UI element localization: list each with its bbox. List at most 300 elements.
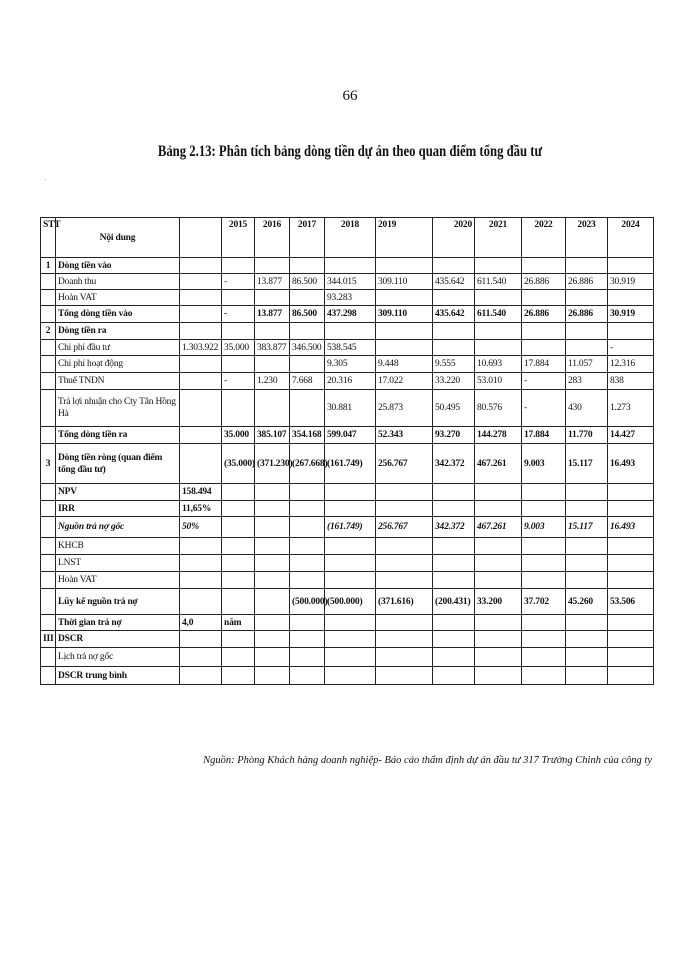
row-value-2024	[608, 631, 654, 648]
table-row	[41, 631, 654, 648]
row-value-2018: 20.316	[325, 373, 376, 390]
row-value-2018	[325, 615, 376, 631]
row-value-2019	[376, 258, 433, 274]
row-value-2020: 9.555	[433, 356, 475, 373]
row-value-2020: 50.495	[433, 390, 475, 427]
stray-mark: `	[44, 178, 47, 186]
row-value-2020	[433, 538, 475, 555]
row-value-2019: 256.767	[376, 444, 433, 484]
row-value-2019	[376, 323, 433, 340]
row-value-2017: 346.500	[290, 340, 325, 356]
row-aggregate	[180, 631, 222, 648]
row-value-2024	[608, 258, 654, 274]
row-aggregate: 1.303.922	[180, 340, 222, 356]
table-row	[41, 648, 654, 667]
row-value-2022: 26.886	[522, 274, 566, 290]
row-value-2019	[376, 538, 433, 555]
row-stt	[41, 589, 56, 615]
row-value-2016	[255, 538, 290, 555]
row-stt	[41, 517, 56, 538]
row-value-2017: 86.500	[290, 274, 325, 290]
row-value-2020	[433, 555, 475, 572]
row-value-2019: 256.767	[376, 517, 433, 538]
row-value-2023: 11.057	[566, 356, 608, 373]
row-stt	[41, 306, 56, 323]
row-stt	[41, 427, 56, 444]
row-stt	[41, 290, 56, 306]
row-value-2017	[290, 555, 325, 572]
table-row	[41, 667, 654, 685]
header-year: 2016	[255, 218, 290, 258]
row-value-2021	[475, 501, 522, 517]
table-row	[41, 484, 654, 501]
row-value-2017	[290, 615, 325, 631]
row-value-2021	[475, 290, 522, 306]
row-stt	[41, 667, 56, 685]
row-aggregate	[180, 306, 222, 323]
row-value-2016: 385.107	[255, 427, 290, 444]
row-aggregate	[180, 589, 222, 615]
row-value-2018	[325, 323, 376, 340]
row-stt	[41, 648, 56, 667]
row-stt: 3	[41, 444, 56, 484]
row-aggregate	[180, 648, 222, 667]
row-label: Dòng tiền ròng (quan điểm tổng đầu tư)	[56, 444, 180, 484]
row-label: IRR	[56, 501, 180, 517]
row-label: Thuế TNDN	[56, 373, 180, 390]
row-value-2022: 9.003	[522, 517, 566, 538]
row-label: Lũy kế nguồn trả nợ	[56, 589, 180, 615]
row-value-2022: 17.884	[522, 356, 566, 373]
row-value-2017	[290, 572, 325, 589]
row-aggregate	[180, 274, 222, 290]
row-value-2021: 611.540	[475, 274, 522, 290]
row-label: Hoàn VAT	[56, 290, 180, 306]
row-value-2017	[290, 631, 325, 648]
row-label: DSCR trung bình	[56, 667, 180, 685]
row-value-2015	[222, 589, 255, 615]
row-aggregate	[180, 356, 222, 373]
row-value-2022	[522, 340, 566, 356]
row-value-2024	[608, 648, 654, 667]
row-value-2018	[325, 484, 376, 501]
row-value-2023: 26.886	[566, 274, 608, 290]
row-aggregate: 4,0	[180, 615, 222, 631]
row-value-2021: 467.261	[475, 517, 522, 538]
row-value-2019: 309.110	[376, 306, 433, 323]
row-value-2022	[522, 555, 566, 572]
row-value-2019: (371.616)	[376, 589, 433, 615]
header-content: Nội dung	[56, 218, 180, 258]
row-stt	[41, 501, 56, 517]
row-value-2024	[608, 323, 654, 340]
row-value-2020	[433, 258, 475, 274]
row-value-2021	[475, 538, 522, 555]
row-value-2015	[222, 390, 255, 427]
row-value-2015	[222, 648, 255, 667]
table-row	[41, 306, 654, 323]
row-value-2017	[290, 538, 325, 555]
row-value-2023: 15.117	[566, 517, 608, 538]
row-value-2018: 437.298	[325, 306, 376, 323]
row-value-2019	[376, 667, 433, 685]
row-value-2024	[608, 290, 654, 306]
row-value-2023	[566, 648, 608, 667]
row-value-2016	[255, 323, 290, 340]
row-value-2021: 467.261	[475, 444, 522, 484]
header-stt: STT	[41, 218, 56, 258]
row-value-2015	[222, 538, 255, 555]
row-aggregate	[180, 323, 222, 340]
row-value-2016	[255, 631, 290, 648]
row-value-2021	[475, 323, 522, 340]
row-value-2023: 26.886	[566, 306, 608, 323]
row-value-2018: (161.749)	[325, 517, 376, 538]
row-value-2024	[608, 667, 654, 685]
row-value-2023	[566, 572, 608, 589]
row-value-2020: 342.372	[433, 517, 475, 538]
row-label: Thời gian trả nợ	[56, 615, 180, 631]
row-value-2017	[290, 290, 325, 306]
row-value-2017	[290, 390, 325, 427]
row-value-2020	[433, 572, 475, 589]
row-value-2017: 354.168	[290, 427, 325, 444]
row-value-2015: 35.000	[222, 427, 255, 444]
row-stt	[41, 538, 56, 555]
table-row	[41, 555, 654, 572]
row-value-2023	[566, 555, 608, 572]
row-value-2021	[475, 340, 522, 356]
row-value-2018	[325, 667, 376, 685]
row-value-2020	[433, 648, 475, 667]
row-value-2024	[608, 501, 654, 517]
row-value-2018: (161.749)	[325, 444, 376, 484]
row-value-2023	[566, 290, 608, 306]
header-year: 2019	[376, 218, 433, 258]
row-stt	[41, 356, 56, 373]
table-row	[41, 340, 654, 356]
row-stt: 2	[41, 323, 56, 340]
row-value-2020	[433, 323, 475, 340]
row-value-2018: (500.000)	[325, 589, 376, 615]
row-label: Dòng tiền ra	[56, 323, 180, 340]
row-label: Trả lợi nhuận cho Cty Tân Hồng Hà	[56, 390, 180, 427]
row-stt	[41, 340, 56, 356]
row-value-2020	[433, 631, 475, 648]
row-value-2019	[376, 484, 433, 501]
row-value-2017	[290, 648, 325, 667]
row-value-2016: 1.230	[255, 373, 290, 390]
row-value-2021: 10.693	[475, 356, 522, 373]
row-stt	[41, 373, 56, 390]
row-aggregate	[180, 427, 222, 444]
row-value-2024: 12.316	[608, 356, 654, 373]
row-value-2021	[475, 667, 522, 685]
row-value-2022	[522, 501, 566, 517]
row-value-2023	[566, 501, 608, 517]
row-value-2015	[222, 631, 255, 648]
table-row	[41, 517, 654, 538]
header-year: 2021	[475, 218, 522, 258]
table-row	[41, 323, 654, 340]
row-label: NPV	[56, 484, 180, 501]
row-aggregate	[180, 555, 222, 572]
row-value-2015	[222, 517, 255, 538]
row-stt	[41, 615, 56, 631]
row-value-2022	[522, 648, 566, 667]
row-value-2020	[433, 340, 475, 356]
row-label: Dòng tiền vào	[56, 258, 180, 274]
table-row	[41, 390, 654, 427]
row-value-2016	[255, 555, 290, 572]
row-value-2023	[566, 538, 608, 555]
row-value-2015: -	[222, 306, 255, 323]
row-stt	[41, 484, 56, 501]
row-value-2016	[255, 517, 290, 538]
row-value-2022	[522, 538, 566, 555]
row-value-2022: -	[522, 390, 566, 427]
row-value-2018	[325, 631, 376, 648]
row-value-2017	[290, 501, 325, 517]
row-value-2019	[376, 555, 433, 572]
row-value-2016	[255, 484, 290, 501]
row-value-2022: 9.003	[522, 444, 566, 484]
row-value-2022	[522, 631, 566, 648]
row-value-2017	[290, 356, 325, 373]
row-aggregate	[180, 390, 222, 427]
row-value-2023	[566, 484, 608, 501]
row-value-2022: -	[522, 373, 566, 390]
row-value-2017	[290, 258, 325, 274]
row-value-2016	[255, 356, 290, 373]
row-value-2017: (267.668)	[290, 444, 325, 484]
row-value-2017: (500.000)	[290, 589, 325, 615]
row-value-2016	[255, 667, 290, 685]
row-label: Hoàn VAT	[56, 572, 180, 589]
row-value-2022	[522, 615, 566, 631]
row-value-2018: 30.881	[325, 390, 376, 427]
row-value-2022: 37.702	[522, 589, 566, 615]
row-value-2021	[475, 615, 522, 631]
row-value-2023	[566, 340, 608, 356]
row-value-2019: 9.448	[376, 356, 433, 373]
row-stt: 1	[41, 258, 56, 274]
table-row	[41, 373, 654, 390]
row-value-2021: 33.200	[475, 589, 522, 615]
header-year: 2018	[325, 218, 376, 258]
row-value-2016	[255, 258, 290, 274]
row-value-2024	[608, 555, 654, 572]
row-value-2024: -	[608, 340, 654, 356]
header-year: 2024	[608, 218, 654, 258]
header-year: 2023	[566, 218, 608, 258]
row-value-2023: 430	[566, 390, 608, 427]
row-value-2024	[608, 615, 654, 631]
row-value-2021	[475, 648, 522, 667]
row-value-2020: 435.642	[433, 274, 475, 290]
row-value-2018	[325, 501, 376, 517]
row-value-2018	[325, 648, 376, 667]
row-value-2021	[475, 572, 522, 589]
row-value-2021	[475, 555, 522, 572]
row-value-2022	[522, 290, 566, 306]
row-value-2024: 16.493	[608, 444, 654, 484]
row-value-2021: 611.540	[475, 306, 522, 323]
table-row	[41, 444, 654, 484]
row-stt	[41, 555, 56, 572]
row-value-2023: 283	[566, 373, 608, 390]
row-value-2020: 33.220	[433, 373, 475, 390]
row-value-2015	[222, 572, 255, 589]
row-aggregate	[180, 572, 222, 589]
table-row	[41, 501, 654, 517]
row-value-2015	[222, 290, 255, 306]
row-value-2016	[255, 648, 290, 667]
row-value-2019: 52.343	[376, 427, 433, 444]
table-row	[41, 274, 654, 290]
row-value-2018	[325, 538, 376, 555]
row-value-2023	[566, 258, 608, 274]
row-aggregate	[180, 373, 222, 390]
page-number: 66	[342, 88, 358, 104]
header-row	[41, 218, 654, 258]
row-stt	[41, 274, 56, 290]
row-value-2019: 309.110	[376, 274, 433, 290]
row-value-2019	[376, 501, 433, 517]
row-value-2019: 25.873	[376, 390, 433, 427]
row-value-2024: 30.919	[608, 306, 654, 323]
row-stt: III	[41, 631, 56, 648]
row-value-2024	[608, 538, 654, 555]
row-value-2018	[325, 258, 376, 274]
row-value-2018: 538.545	[325, 340, 376, 356]
row-value-2020	[433, 484, 475, 501]
row-value-2015	[222, 484, 255, 501]
row-value-2021	[475, 258, 522, 274]
row-value-2021	[475, 484, 522, 501]
row-aggregate	[180, 667, 222, 685]
row-label: Doanh thu	[56, 274, 180, 290]
row-value-2020	[433, 501, 475, 517]
row-value-2020	[433, 667, 475, 685]
row-value-2019	[376, 340, 433, 356]
row-value-2015: (35.000)	[222, 444, 255, 484]
row-aggregate	[180, 444, 222, 484]
row-value-2017	[290, 323, 325, 340]
row-value-2015	[222, 501, 255, 517]
row-value-2017	[290, 667, 325, 685]
row-value-2023: 45.260	[566, 589, 608, 615]
row-value-2019	[376, 631, 433, 648]
row-value-2019	[376, 648, 433, 667]
row-value-2017: 86.500	[290, 306, 325, 323]
table-title: Bảng 2.13: Phân tích bảng dòng tiền dự án theo quan điểm tổng đầu tư	[157, 143, 543, 160]
row-value-2020	[433, 615, 475, 631]
row-value-2024: 30.919	[608, 274, 654, 290]
row-value-2022	[522, 484, 566, 501]
row-value-2024: 16.493	[608, 517, 654, 538]
row-value-2022	[522, 667, 566, 685]
header-year: 2020	[433, 218, 475, 258]
cash-flow-table	[40, 217, 654, 685]
row-value-2024: 14.427	[608, 427, 654, 444]
header-year: 2017	[290, 218, 325, 258]
row-value-2015: -	[222, 274, 255, 290]
row-value-2022	[522, 258, 566, 274]
header-year: 2022	[522, 218, 566, 258]
table-row	[41, 589, 654, 615]
row-value-2015	[222, 356, 255, 373]
row-value-2016	[255, 390, 290, 427]
row-value-2020	[433, 290, 475, 306]
row-value-2020: 93.270	[433, 427, 475, 444]
row-value-2023	[566, 615, 608, 631]
source-note: Nguồn: Phòng Khách hàng doanh nghiệp- Báo cáo thẩm định dự án đầu tư 317 Trường Chinh của công ty	[203, 755, 652, 766]
row-aggregate	[180, 290, 222, 306]
table-row	[41, 427, 654, 444]
row-value-2016	[255, 572, 290, 589]
row-value-2018: 9.305	[325, 356, 376, 373]
row-value-2023	[566, 667, 608, 685]
row-value-2017: 7.668	[290, 373, 325, 390]
row-value-2024: 838	[608, 373, 654, 390]
row-value-2015: năm	[222, 615, 255, 631]
row-value-2016	[255, 589, 290, 615]
row-value-2018: 344.015	[325, 274, 376, 290]
row-value-2016	[255, 290, 290, 306]
table-row	[41, 356, 654, 373]
table-row	[41, 538, 654, 555]
row-value-2023: 15.117	[566, 444, 608, 484]
row-aggregate: 50%	[180, 517, 222, 538]
row-value-2017	[290, 484, 325, 501]
row-value-2016	[255, 615, 290, 631]
row-value-2020: (200.431)	[433, 589, 475, 615]
row-aggregate: 158.494	[180, 484, 222, 501]
row-value-2015	[222, 323, 255, 340]
row-value-2023	[566, 631, 608, 648]
row-label: Chi phí hoạt động	[56, 356, 180, 373]
row-value-2021: 53.010	[475, 373, 522, 390]
row-value-2015	[222, 667, 255, 685]
row-value-2018	[325, 555, 376, 572]
row-value-2023: 11.770	[566, 427, 608, 444]
row-label: LNST	[56, 555, 180, 572]
row-label: Chi phí đầu tư	[56, 340, 180, 356]
row-value-2015	[222, 555, 255, 572]
row-label: DSCR	[56, 631, 180, 648]
row-value-2020: 435.642	[433, 306, 475, 323]
row-value-2023	[566, 323, 608, 340]
row-value-2017	[290, 517, 325, 538]
row-value-2019	[376, 572, 433, 589]
row-label: Tổng dòng tiền ra	[56, 427, 180, 444]
row-value-2024	[608, 572, 654, 589]
row-stt	[41, 572, 56, 589]
row-value-2019: 17.022	[376, 373, 433, 390]
row-value-2016: 383.877	[255, 340, 290, 356]
row-value-2021	[475, 631, 522, 648]
row-value-2022	[522, 323, 566, 340]
row-value-2022: 17.884	[522, 427, 566, 444]
row-value-2015: 35.000	[222, 340, 255, 356]
row-value-2024	[608, 484, 654, 501]
row-label: KHCB	[56, 538, 180, 555]
row-value-2021: 80.576	[475, 390, 522, 427]
row-value-2016: (371.230)	[255, 444, 290, 484]
row-value-2016: 13.877	[255, 274, 290, 290]
table-row	[41, 615, 654, 631]
